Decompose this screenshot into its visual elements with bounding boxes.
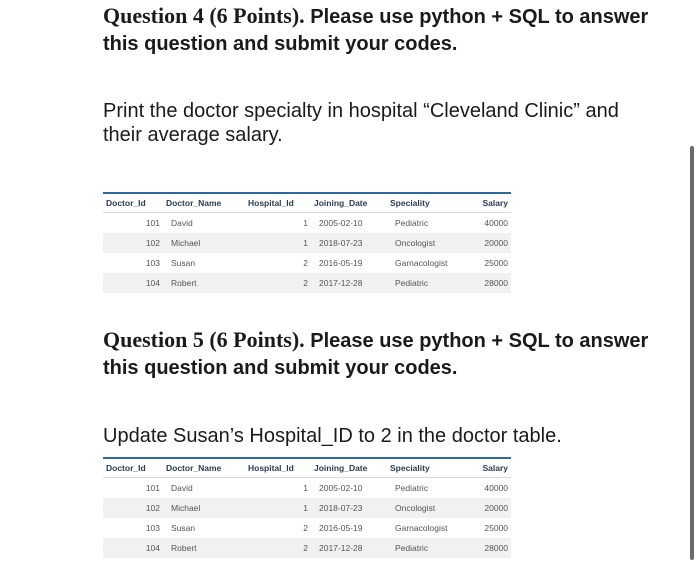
- header-joining-date: Joining_Date: [311, 193, 387, 213]
- cell-speciality: Pediatric: [387, 478, 457, 499]
- cell-doctor-name: Michael: [163, 498, 245, 518]
- cell-speciality: Oncologist: [387, 498, 457, 518]
- header-speciality: Speciality: [387, 458, 457, 478]
- cell-doctor-id: 104: [103, 273, 163, 293]
- cell-doctor-id: 103: [103, 253, 163, 273]
- question-5-prompt: Update Susan’s Hospital_ID to 2 in the doctor table.: [103, 425, 562, 447]
- cell-hospital-id: 1: [245, 478, 311, 499]
- header-doctor-id: Doctor_Id: [103, 193, 163, 213]
- header-doctor-id: Doctor_Id: [103, 458, 163, 478]
- cell-speciality: Pediatric: [387, 213, 457, 234]
- table-row: [103, 233, 511, 253]
- header-salary: Salary: [457, 193, 511, 213]
- cell-salary: 28000: [457, 538, 511, 558]
- cell-joining-date: 2018-07-23: [311, 498, 387, 518]
- cell-doctor-id: 104: [103, 538, 163, 558]
- table-row: [103, 498, 511, 518]
- cell-doctor-name: David: [163, 213, 245, 234]
- cell-joining-date: 2017-12-28: [311, 273, 387, 293]
- cell-doctor-id: 101: [103, 478, 163, 499]
- doctor-table-q4: [103, 192, 511, 293]
- cell-joining-date: 2017-12-28: [311, 538, 387, 558]
- cell-doctor-name: Robert: [163, 273, 245, 293]
- cell-speciality: Pediatric: [387, 273, 457, 293]
- cell-joining-date: 2018-07-23: [311, 233, 387, 253]
- cell-joining-date: 2005-02-10: [311, 478, 387, 499]
- cell-doctor-name: Susan: [163, 253, 245, 273]
- cell-doctor-name: Michael: [163, 233, 245, 253]
- header-joining-date: Joining_Date: [311, 458, 387, 478]
- header-hospital-id: Hospital_Id: [245, 193, 311, 213]
- question-4-number: Question 4 (6 Points).: [103, 3, 305, 28]
- table-header-row: [103, 458, 511, 478]
- question-5-heading: [103, 326, 663, 382]
- table-row: [103, 213, 511, 234]
- header-doctor-name: Doctor_Name: [163, 458, 245, 478]
- question-4-instruction: Please use python + SQL to answer this question and submit your codes.: [103, 6, 649, 55]
- header-hospital-id: Hospital_Id: [245, 458, 311, 478]
- cell-speciality: Pediatric: [387, 538, 457, 558]
- doctor-table-q5: [103, 457, 511, 558]
- question-4-heading: [103, 2, 663, 58]
- cell-doctor-name: Robert: [163, 538, 245, 558]
- cell-salary: 25000: [457, 518, 511, 538]
- cell-salary: 20000: [457, 233, 511, 253]
- table-row: [103, 273, 511, 293]
- cell-doctor-name: David: [163, 478, 245, 499]
- table-row: [103, 518, 511, 538]
- table-header-row: [103, 193, 511, 213]
- vertical-scrollbar[interactable]: [690, 146, 694, 560]
- question-4-prompt: Print the doctor specialty in hospital “Cleveland Clinic” and their average salary.: [103, 100, 619, 146]
- cell-hospital-id: 2: [245, 518, 311, 538]
- header-salary: Salary: [457, 458, 511, 478]
- header-speciality: Speciality: [387, 193, 457, 213]
- cell-doctor-id: 103: [103, 518, 163, 538]
- question-5-instruction: Please use python + SQL to answer this question and submit your codes.: [103, 330, 649, 379]
- cell-speciality: Oncologist: [387, 233, 457, 253]
- cell-doctor-id: 102: [103, 233, 163, 253]
- cell-hospital-id: 2: [245, 273, 311, 293]
- header-doctor-name: Doctor_Name: [163, 193, 245, 213]
- cell-salary: 28000: [457, 273, 511, 293]
- cell-hospital-id: 1: [245, 233, 311, 253]
- cell-hospital-id: 2: [245, 538, 311, 558]
- question-5-number: Question 5 (6 Points).: [103, 327, 305, 352]
- cell-salary: 20000: [457, 498, 511, 518]
- cell-speciality: Garnacologist: [387, 518, 457, 538]
- table-row: [103, 253, 511, 273]
- cell-joining-date: 2016-05-19: [311, 518, 387, 538]
- cell-doctor-name: Susan: [163, 518, 245, 538]
- cell-doctor-id: 102: [103, 498, 163, 518]
- cell-speciality: Garnacologist: [387, 253, 457, 273]
- cell-hospital-id: 1: [245, 213, 311, 234]
- cell-joining-date: 2016-05-19: [311, 253, 387, 273]
- cell-joining-date: 2005-02-10: [311, 213, 387, 234]
- cell-salary: 40000: [457, 213, 511, 234]
- cell-salary: 25000: [457, 253, 511, 273]
- table-row: [103, 538, 511, 558]
- cell-salary: 40000: [457, 478, 511, 499]
- table-row: [103, 478, 511, 499]
- cell-hospital-id: 2: [245, 253, 311, 273]
- cell-doctor-id: 101: [103, 213, 163, 234]
- cell-hospital-id: 1: [245, 498, 311, 518]
